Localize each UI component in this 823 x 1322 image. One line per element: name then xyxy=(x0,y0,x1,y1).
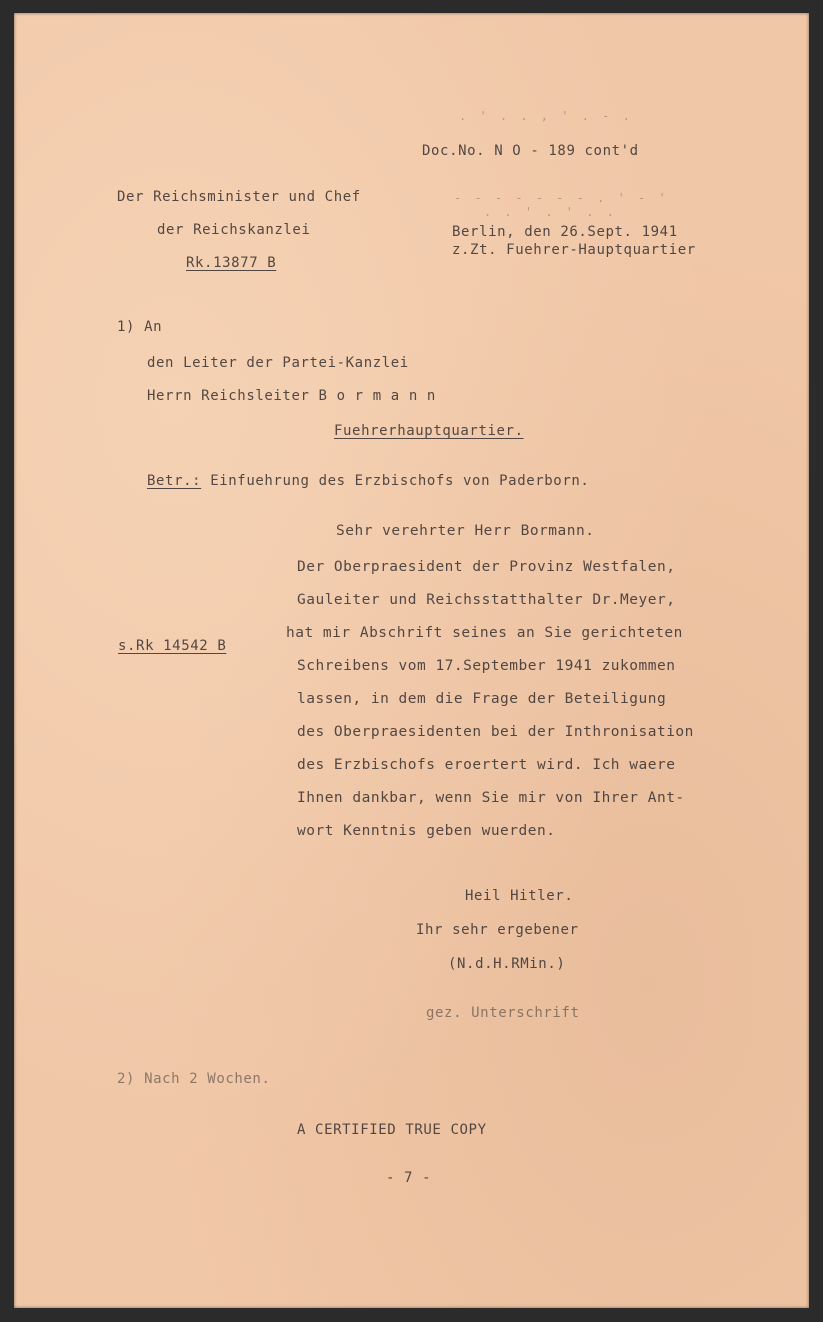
closing-line: Ihr sehr ergebener xyxy=(416,922,579,938)
recipient-line-1: den Leiter der Partei-Kanzlei xyxy=(147,355,409,371)
salutation: Sehr verehrter Herr Bormann. xyxy=(336,523,595,539)
certification: A CERTIFIED TRUE COPY xyxy=(297,1122,487,1138)
place-date: Berlin, den 26.Sept. 1941 xyxy=(452,224,678,240)
location: z.Zt. Fuehrer-Hauptquartier xyxy=(452,242,696,258)
recipient-line-3: Fuehrerhauptquartier. xyxy=(334,423,524,439)
followup-note: 2) Nach 2 Wochen. xyxy=(117,1071,271,1087)
stamp-residue-top: . ' . . , ' . - . xyxy=(459,109,633,123)
closing-initials: (N.d.H.RMin.) xyxy=(448,956,566,972)
stamp-residue-date-2: . . ' . ' . . xyxy=(484,205,617,219)
subject-text: Einfuehrung des Erzbischofs von Paderborn. xyxy=(210,473,590,489)
subject-line xyxy=(147,473,589,489)
reference-number: Rk.13877 B xyxy=(186,255,277,271)
page-number: - 7 - xyxy=(386,1170,432,1186)
recipient-item: 1) An xyxy=(117,319,163,335)
letter-line: hat mir Abschrift seines an Sie gerichteten xyxy=(286,625,683,641)
doc-number: Doc.No. N O - 189 cont'd xyxy=(422,143,639,159)
letter-line: Gauleiter und Reichsstatthalter Dr.Meyer, xyxy=(297,592,676,608)
stamp-residue-date: - - - - - - - . ' - ' xyxy=(454,191,669,205)
subject-label: Betr.: xyxy=(147,473,202,489)
document-page xyxy=(14,13,809,1308)
signature: gez. Unterschrift xyxy=(426,1005,580,1021)
margin-note: s.Rk 14542 B xyxy=(118,638,227,654)
letter-line: Ihnen dankbar, wenn Sie mir von Ihrer Ant- xyxy=(297,790,685,806)
letter-line: des Oberpraesidenten bei der Inthronisation xyxy=(297,724,694,740)
letter-line: wort Kenntnis geben wuerden. xyxy=(297,823,556,839)
letter-line: lassen, in dem die Frage der Beteiligung xyxy=(297,691,667,707)
recipient-line-2: Herrn Reichsleiter B o r m a n n xyxy=(147,388,436,404)
sender-line-2: der Reichskanzlei xyxy=(157,222,311,238)
closing-greeting: Heil Hitler. xyxy=(465,888,574,904)
letter-line: des Erzbischofs eroertert wird. Ich waere xyxy=(297,757,676,773)
letter-line: Der Oberpraesident der Provinz Westfalen, xyxy=(297,559,676,575)
letter-line: Schreibens vom 17.September 1941 zukommen xyxy=(297,658,676,674)
sender-line-1: Der Reichsminister und Chef xyxy=(117,189,361,205)
